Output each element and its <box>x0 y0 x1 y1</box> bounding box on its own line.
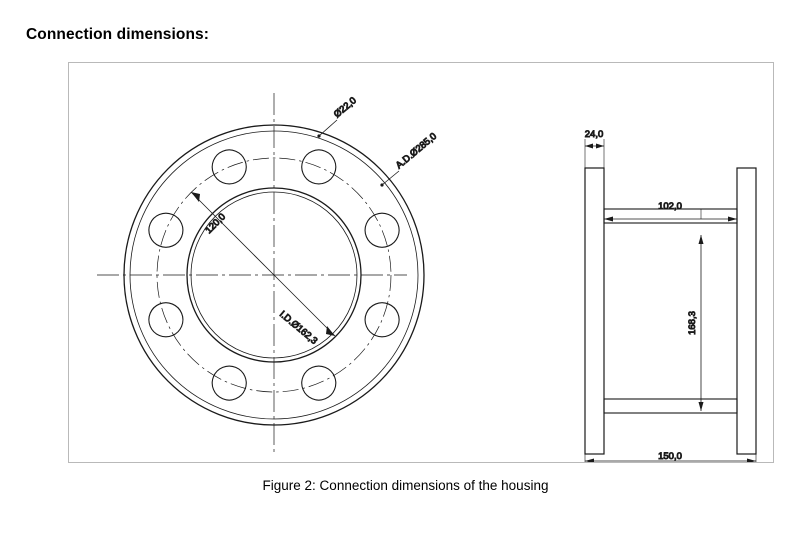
bolt-hole <box>207 361 251 405</box>
figure-caption: Figure 2: Connection dimensions of the housing <box>262 478 549 493</box>
inner-diameter-label: I.D.Ø162,3 <box>277 308 320 347</box>
front-view-group <box>97 93 439 455</box>
bolt-hole <box>360 208 404 252</box>
outer-diameter-label: A.D.Ø285,0 <box>393 130 439 172</box>
height-label: 168,3 <box>687 311 698 335</box>
page-title: Connection dimensions: <box>26 26 210 43</box>
flange-thickness-label: 24,0 <box>584 129 604 140</box>
left-flange-plate <box>585 168 604 454</box>
technical-drawing <box>69 63 773 462</box>
outer-diameter-leader <box>380 171 399 187</box>
inner-span-label: 102,0 <box>658 201 682 212</box>
flange-thickness-dimension <box>585 139 604 168</box>
side-view-group <box>585 129 756 462</box>
bolt-hole-diameter-label: Ø22,0 <box>331 95 359 121</box>
bolt-circle-radius-dimension <box>191 192 274 275</box>
bolt-circle-radius-label: 120,0 <box>203 211 228 237</box>
figure-frame <box>68 62 774 463</box>
bolt-hole <box>360 298 404 342</box>
body-wall-bottom <box>604 399 737 413</box>
overall-length-label: 150,0 <box>658 451 682 462</box>
height-dimension <box>699 235 704 411</box>
right-flange-plate <box>737 168 756 454</box>
